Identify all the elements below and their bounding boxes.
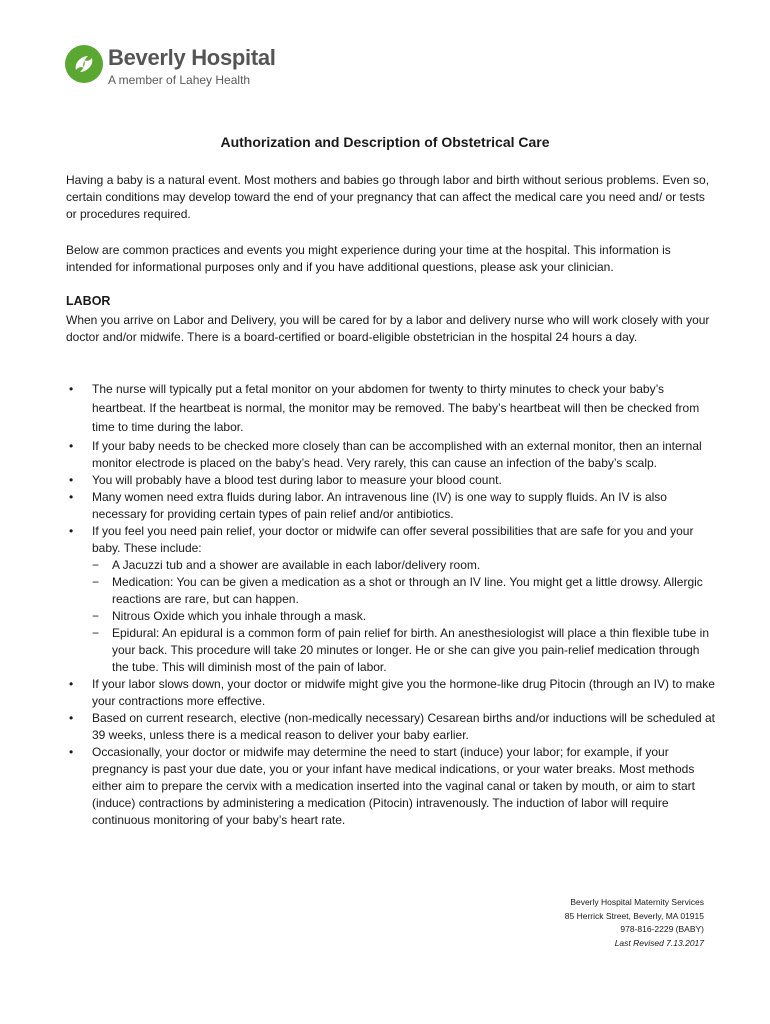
list-item-text: If your baby needs to be checked more closely than can be accomplished with an external monitor, then an internal monitor electrode is placed on the baby’s head. Very rarely, this can cause an infection of the baby’s scalp.: [92, 439, 702, 470]
labor-section-heading: LABOR: [66, 294, 111, 308]
sub-list-item-text: Medication: You can be given a medication as a shot or through an IV line. You might get a little drowsy. Allergic reactions are rare, but can happen.: [112, 575, 703, 606]
list-item: [66, 438, 718, 472]
bullet-glyph: •: [69, 473, 74, 487]
dash-glyph: −: [92, 609, 100, 623]
list-item: [66, 744, 718, 829]
sub-list-item-text: Epidural: An epidural is a common form of pain relief for birth. An anesthesiologist will place a thin flexible tube in your back. This procedure will take 20 minutes or longer. He or she can give you pain-relief medication through the tube. This will diminish most of the pain of labor.: [112, 626, 709, 674]
hospital-logo: [64, 44, 324, 92]
list-item: [66, 523, 718, 676]
list-item-text: Many women need extra fluids during labor. An intravenous line (IV) is one way to supply fluids. An IV is also necessary for providing certain types of pain relief and/or antibiotics.: [92, 490, 667, 521]
sub-list-item-text: Nitrous Oxide which you inhale through a mask.: [112, 609, 367, 623]
list-item: [66, 489, 718, 523]
bullet-glyph: •: [69, 677, 74, 691]
labor-intro-paragraph: When you arrive on Labor and Delivery, you will be cared for by a labor and delivery nurse who will work closely with your doctor and/or midwife. There is a board-certified or board-eligible obstetrician in the hospital 24 hours a day.: [66, 313, 710, 344]
sub-list-item: [92, 625, 718, 676]
document-title: Authorization and Description of Obstetrical Care: [220, 134, 550, 150]
bullet-glyph: •: [69, 711, 74, 725]
list-item: [66, 676, 718, 710]
bullet-glyph: •: [69, 745, 74, 759]
list-item-text: If your labor slows down, your doctor or midwife might give you the hormone-like drug Pitocin (through an IV) to make your contractions more effective.: [92, 677, 715, 708]
pain-relief-options-list: [92, 557, 718, 676]
list-item: [66, 710, 718, 744]
sub-list-item: [92, 608, 718, 625]
bullet-glyph: •: [69, 524, 74, 538]
footer-address: 85 Herrick Street, Beverly, MA 01915: [564, 910, 704, 921]
logo-hospital-name: Beverly Hospital: [108, 45, 276, 70]
contact-footer: [565, 896, 704, 950]
dash-glyph: −: [92, 626, 100, 640]
intro-paragraph: Having a baby is a natural event. Most mothers and babies go through labor and birth without serious problems. Even so, certain conditions may develop toward the end of your pregnancy that can affect the medical care you need and/ or tests or procedures required.: [66, 173, 710, 221]
sub-list-item: [92, 557, 718, 574]
beverly-hospital-logo-icon: [64, 44, 104, 84]
footer-revision-date: Last Revised 7.13.2017: [614, 937, 704, 948]
dash-glyph: −: [92, 558, 100, 572]
list-item-text: The nurse will typically put a fetal monitor on your abdomen for twenty to thirty minutes to check your baby’s heartbeat. If the heartbeat is normal, the monitor may be removed. The baby’s heartbeat will then be checked from time to time during the labor.: [92, 382, 700, 434]
bullet-glyph: •: [69, 382, 74, 396]
logo-tagline: A member of Lahey Health: [108, 73, 251, 87]
list-item-text: Based on current research, elective (non-medically necessary) Cesarean births and/or inductions will be scheduled at 39 weeks, unless there is a medical reason to deliver your baby earlier.: [92, 711, 715, 742]
sub-list-item: [92, 574, 718, 608]
list-item: [66, 380, 718, 437]
footer-phone: 978-816-2229 (BABY): [620, 924, 704, 934]
sub-list-item-text: A Jacuzzi tub and a shower are available in each labor/delivery room.: [112, 558, 481, 572]
list-item: [66, 472, 718, 489]
dash-glyph: −: [92, 575, 100, 589]
bullet-glyph: •: [69, 490, 74, 504]
list-item-text: You will probably have a blood test during labor to measure your blood count.: [92, 473, 502, 487]
list-item-text: Occasionally, your doctor or midwife may determine the need to start (induce) your labor; for example, if your pregnancy is past your due date, you or your infant have medical indications, or your water breaks. Most methods either aim to prepare the cervix with a medication inserted into the vaginal canal or taken by mouth, or aim to start (induce) contractions by administering a medication (Pitocin) intravenously. The induction of labor will require continuous monitoring of your baby’s heart rate.: [92, 745, 695, 827]
bullet-glyph: •: [69, 439, 74, 453]
intro-paragraph: Below are common practices and events you might experience during your time at the hospital. This information is intended for informational purposes only and if you have additional questions, please ask your clinician.: [66, 243, 671, 274]
labor-bullet-list: [66, 380, 718, 829]
list-item-text: If you feel you need pain relief, your doctor or midwife can offer several possibilities that are safe for you and your baby. These include:: [92, 524, 694, 555]
footer-service-name: Beverly Hospital Maternity Services: [570, 897, 704, 907]
